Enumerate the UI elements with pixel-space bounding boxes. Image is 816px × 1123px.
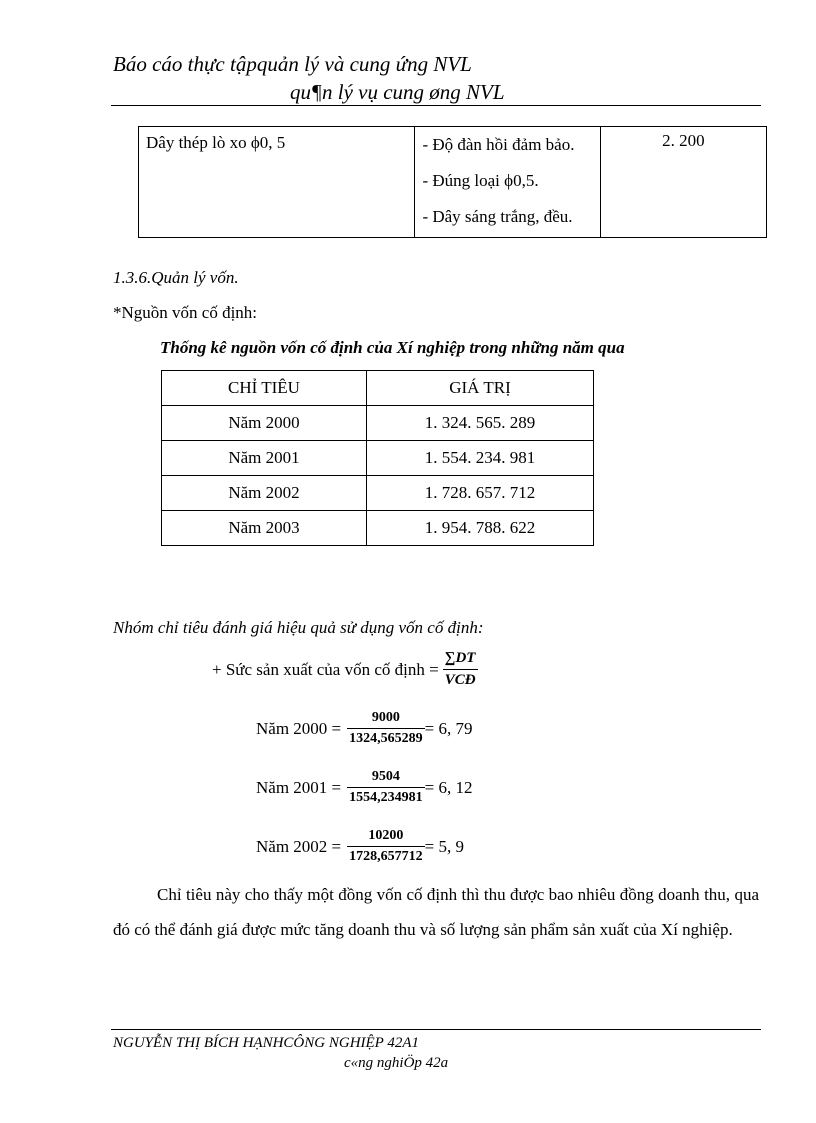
calc-2001 — [256, 769, 472, 806]
column-header: GIÁ TRỊ — [367, 371, 594, 406]
calc-2002 — [256, 828, 464, 865]
table-cell: 1. 324. 565. 289 — [367, 406, 594, 441]
header-rule — [111, 105, 761, 106]
table-row — [162, 441, 594, 476]
column-header: CHỈ TIÊU — [162, 371, 367, 406]
table-cell: Năm 2000 — [162, 406, 367, 441]
calc-fraction — [347, 710, 425, 747]
material-value: 2. 200 — [600, 127, 766, 238]
footer-rule — [111, 1029, 761, 1030]
table-cell: 1. 954. 788. 622 — [367, 511, 594, 546]
fraction-denominator: 1324,565289 — [347, 728, 425, 747]
section-heading: 1.3.6.Quản lý vốn. — [113, 268, 239, 287]
requirement-line: - Độ đàn hồi đảm bảo. — [422, 135, 575, 154]
calc-fraction — [347, 769, 425, 806]
requirement-line: - Dây sáng trắng, đều. — [422, 207, 573, 226]
table-header-row — [162, 371, 594, 406]
table-row — [162, 511, 594, 546]
calc-2000 — [256, 710, 472, 747]
capital-table — [161, 370, 594, 546]
table-row — [162, 476, 594, 511]
table-cell: 1. 728. 657. 712 — [367, 476, 594, 511]
header-subtitle: qu¶n lý vụ cung øng NVL — [290, 80, 505, 104]
calc-fraction — [347, 828, 425, 865]
table-row — [139, 127, 767, 238]
indicators-heading: Nhóm chỉ tiêu đánh giá hiệu quả sử dụng vốn cố định: — [113, 618, 484, 637]
fraction-numerator: 9000 — [371, 710, 400, 725]
calc-result: = 6, 79 — [424, 718, 473, 738]
calc-label: Năm 2002 = — [256, 836, 342, 856]
calc-label: Năm 2001 = — [256, 777, 342, 797]
requirement-line: - Đúng loại ϕ0,5. — [422, 171, 539, 190]
table-title: Thống kê nguồn vốn cố định của Xí nghiệp trong những năm qua — [160, 338, 625, 357]
fraction-denominator: 1554,234981 — [347, 787, 425, 806]
body-paragraph: Chỉ tiêu này cho thấy một đồng vốn cố định thì thu được bao nhiêu đồng doanh thu, qua đó có thể đánh giá được mức tăng doanh thu và số lượng sản phẩm sản xuất của Xí nghiệp. — [113, 885, 759, 939]
section-subheading: *Nguồn vốn cố định: — [113, 303, 258, 322]
calc-result: = 5, 9 — [424, 836, 464, 856]
fraction-numerator: ∑DT — [444, 650, 476, 666]
material-requirements — [415, 127, 600, 238]
fraction-denominator: 1728,657712 — [347, 846, 425, 865]
formula-definition — [212, 650, 478, 689]
footer-author: NGUYỄN THỊ BÍCH HẠNHCÔNG NGHIỆP 42A1 — [113, 1035, 419, 1051]
calc-result: = 6, 12 — [424, 777, 473, 797]
material-name: Dây thép lò xo ϕ0, 5 — [139, 127, 415, 238]
fraction-denominator: VCĐ — [443, 669, 478, 689]
fraction-numerator: 10200 — [368, 828, 404, 843]
fraction-numerator: 9504 — [371, 769, 400, 784]
table-cell: Năm 2001 — [162, 441, 367, 476]
table-cell: Năm 2003 — [162, 511, 367, 546]
formula-fraction — [443, 650, 478, 689]
table-row — [162, 406, 594, 441]
formula-label: + Sức sản xuất của vốn cố định = — [212, 659, 439, 679]
material-table — [138, 126, 767, 238]
table-cell: Năm 2002 — [162, 476, 367, 511]
header-title: Báo cáo thực tậpquản lý và cung ứng NVL — [113, 52, 472, 76]
footer-class: c«ng nghiÖp 42a — [344, 1055, 449, 1071]
calc-label: Năm 2000 = — [256, 718, 342, 738]
table-cell: 1. 554. 234. 981 — [367, 441, 594, 476]
